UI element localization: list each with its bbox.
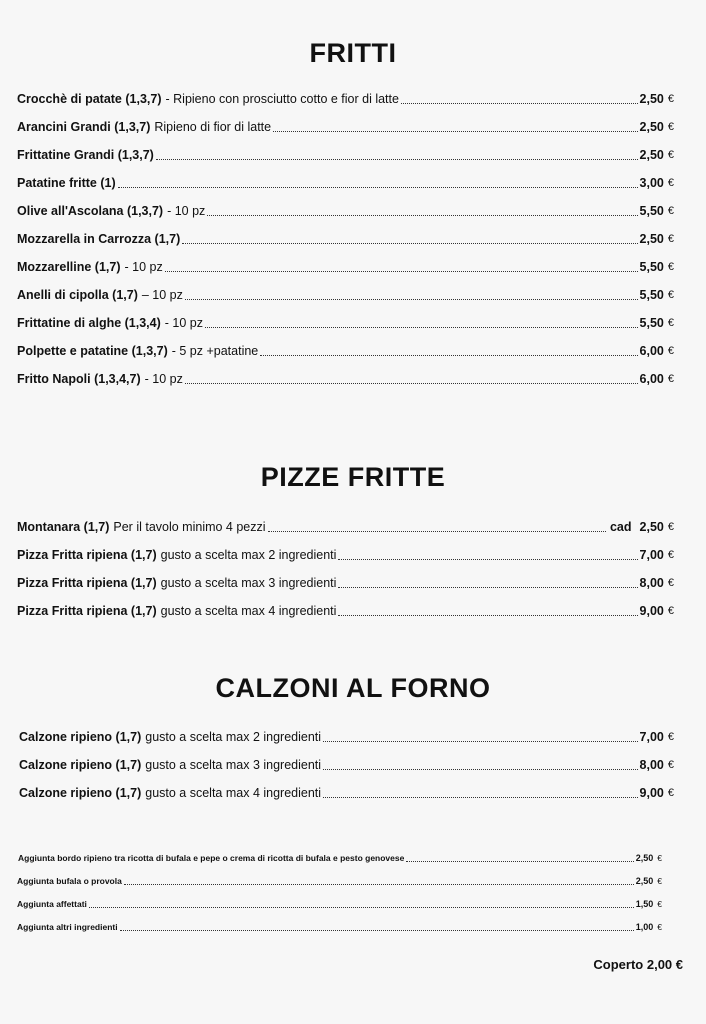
extra-name: Aggiunta altri ingredienti	[17, 922, 118, 932]
item-name: Pizza Fritta ripiena (1,7)	[17, 576, 157, 590]
item-price: 9,00	[639, 786, 664, 800]
leader-dots	[205, 327, 638, 328]
item-desc: - 10 pz	[124, 260, 163, 274]
currency: €	[667, 549, 674, 561]
item-price: 5,50	[639, 288, 664, 302]
item-name: Fritto Napoli (1,3,4,7)	[17, 372, 141, 386]
item-desc: - 10 pz	[167, 204, 206, 218]
leader-dots	[182, 243, 637, 244]
item-name: Mozzarella in Carrozza (1,7)	[17, 232, 181, 246]
menu-item-row	[17, 574, 674, 592]
item-name: Crocchè di patate (1,3,7)	[17, 92, 162, 106]
currency: €	[667, 205, 674, 217]
extra-row	[17, 920, 662, 934]
currency: €	[667, 787, 674, 799]
item-desc: Ripieno di fior di latte	[154, 120, 272, 134]
item-desc: gusto a scelta max 2 ingredienti	[160, 548, 337, 562]
extra-row	[18, 851, 662, 865]
leader-dots	[89, 907, 634, 908]
leader-dots	[124, 884, 634, 885]
item-price: 9,00	[639, 604, 664, 618]
currency: €	[667, 317, 674, 329]
leader-dots	[207, 215, 637, 216]
item-price: 2,50	[639, 232, 664, 246]
item-name: Frittatine Grandi (1,3,7)	[17, 148, 154, 162]
leader-dots	[268, 531, 606, 532]
item-price: 8,00	[639, 576, 664, 590]
item-name: Calzone ripieno (1,7)	[19, 730, 142, 744]
menu-item-row	[17, 602, 674, 620]
currency: €	[667, 605, 674, 617]
menu-item-row	[19, 784, 674, 802]
currency: €	[667, 345, 674, 357]
extra-name: Aggiunta bordo ripieno tra ricotta di bufala e pepe o crema di ricotta di bufala e pesto genovese	[18, 853, 405, 863]
item-desc: - 10 pz	[144, 372, 183, 386]
item-name: Frittatine di alghe (1,3,4)	[17, 316, 161, 330]
item-price: 5,50	[639, 204, 664, 218]
currency: €	[657, 922, 662, 932]
leader-dots	[401, 103, 638, 104]
item-desc: gusto a scelta max 3 ingredienti	[145, 758, 322, 772]
leader-dots	[260, 355, 637, 356]
item-name: Pizza Fritta ripiena (1,7)	[17, 604, 157, 618]
item-price: 2,50	[639, 148, 664, 162]
item-price: 7,00	[639, 548, 664, 562]
item-name: Mozzarelline (1,7)	[17, 260, 121, 274]
extra-name: Aggiunta bufala o provola	[17, 876, 122, 886]
leader-dots	[323, 769, 637, 770]
extra-row	[17, 874, 662, 888]
menu-item-row	[17, 174, 674, 192]
leader-dots	[185, 383, 638, 384]
item-price: 6,00	[639, 372, 664, 386]
menu-item-row	[19, 756, 674, 774]
currency: €	[667, 177, 674, 189]
menu-item-row	[17, 90, 674, 108]
currency: €	[667, 521, 674, 533]
extra-name: Aggiunta affettati	[17, 899, 87, 909]
menu-item-row	[17, 546, 674, 564]
item-price: 5,50	[639, 260, 664, 274]
currency: €	[657, 853, 662, 863]
extra-price: 1,00	[635, 922, 654, 932]
item-price: 2,50	[639, 120, 664, 134]
leader-dots	[165, 271, 638, 272]
item-unit: cad	[609, 520, 632, 534]
currency: €	[667, 233, 674, 245]
item-price: 6,00	[639, 344, 664, 358]
extra-price: 2,50	[635, 853, 654, 863]
item-desc: gusto a scelta max 3 ingredienti	[160, 576, 337, 590]
item-name: Arancini Grandi (1,3,7)	[17, 120, 151, 134]
extra-price: 1,50	[635, 899, 654, 909]
item-name: Patatine fritte (1)	[17, 176, 116, 190]
menu-item-row	[17, 258, 674, 276]
currency: €	[657, 876, 662, 886]
item-name: Olive all'Ascolana (1,3,7)	[17, 204, 164, 218]
coperto-charge: Coperto 2,00 €	[593, 957, 683, 972]
leader-dots	[118, 187, 638, 188]
menu-item-row	[17, 118, 674, 136]
currency: €	[667, 121, 674, 133]
item-desc: - 10 pz	[164, 316, 203, 330]
item-price: 8,00	[639, 758, 664, 772]
item-desc: gusto a scelta max 4 ingredienti	[160, 604, 337, 618]
menu-item-row	[17, 342, 674, 360]
section-title-calzoni: CALZONI AL FORNO	[215, 673, 491, 703]
menu-item-row	[17, 146, 674, 164]
currency: €	[667, 261, 674, 273]
leader-dots	[185, 299, 638, 300]
item-desc: gusto a scelta max 4 ingredienti	[145, 786, 322, 800]
item-desc: - Ripieno con prosciutto cotto e fior di latte	[165, 92, 399, 106]
item-name: Calzone ripieno (1,7)	[19, 758, 142, 772]
menu-item-row	[17, 518, 674, 536]
currency: €	[667, 149, 674, 161]
menu-item-row	[17, 286, 674, 304]
extra-price: 2,50	[635, 876, 654, 886]
item-price: 2,50	[639, 92, 664, 106]
item-price: 2,50	[639, 520, 664, 534]
item-desc: gusto a scelta max 2 ingredienti	[145, 730, 322, 744]
leader-dots	[120, 930, 634, 931]
leader-dots	[323, 797, 637, 798]
menu-item-row	[17, 314, 674, 332]
leader-dots	[406, 861, 633, 862]
menu-item-row	[17, 230, 674, 248]
extra-row	[17, 897, 662, 911]
item-name: Montanara (1,7)	[17, 520, 110, 534]
currency: €	[667, 577, 674, 589]
item-name: Pizza Fritta ripiena (1,7)	[17, 548, 157, 562]
currency: €	[667, 289, 674, 301]
leader-dots	[273, 131, 637, 132]
section-title-pizze-fritte: PIZZE FRITTE	[260, 462, 446, 492]
leader-dots	[338, 615, 637, 616]
menu-item-row	[19, 728, 674, 746]
leader-dots	[338, 559, 637, 560]
item-name: Polpette e patatine (1,3,7)	[17, 344, 168, 358]
leader-dots	[323, 741, 637, 742]
menu-item-row	[17, 370, 674, 388]
leader-dots	[338, 587, 637, 588]
item-desc: – 10 pz	[141, 288, 183, 302]
currency: €	[667, 731, 674, 743]
leader-dots	[156, 159, 638, 160]
currency: €	[667, 759, 674, 771]
item-name: Anelli di cipolla (1,7)	[17, 288, 138, 302]
currency: €	[667, 373, 674, 385]
item-name: Calzone ripieno (1,7)	[19, 786, 142, 800]
item-price: 3,00	[639, 176, 664, 190]
currency: €	[667, 93, 674, 105]
currency: €	[657, 899, 662, 909]
item-desc: - 5 pz +patatine	[171, 344, 259, 358]
item-price: 7,00	[639, 730, 664, 744]
item-price: 5,50	[639, 316, 664, 330]
menu-item-row	[17, 202, 674, 220]
section-title-fritti: FRITTI	[309, 38, 397, 68]
item-desc: Per il tavolo minimo 4 pezzi	[113, 520, 266, 534]
